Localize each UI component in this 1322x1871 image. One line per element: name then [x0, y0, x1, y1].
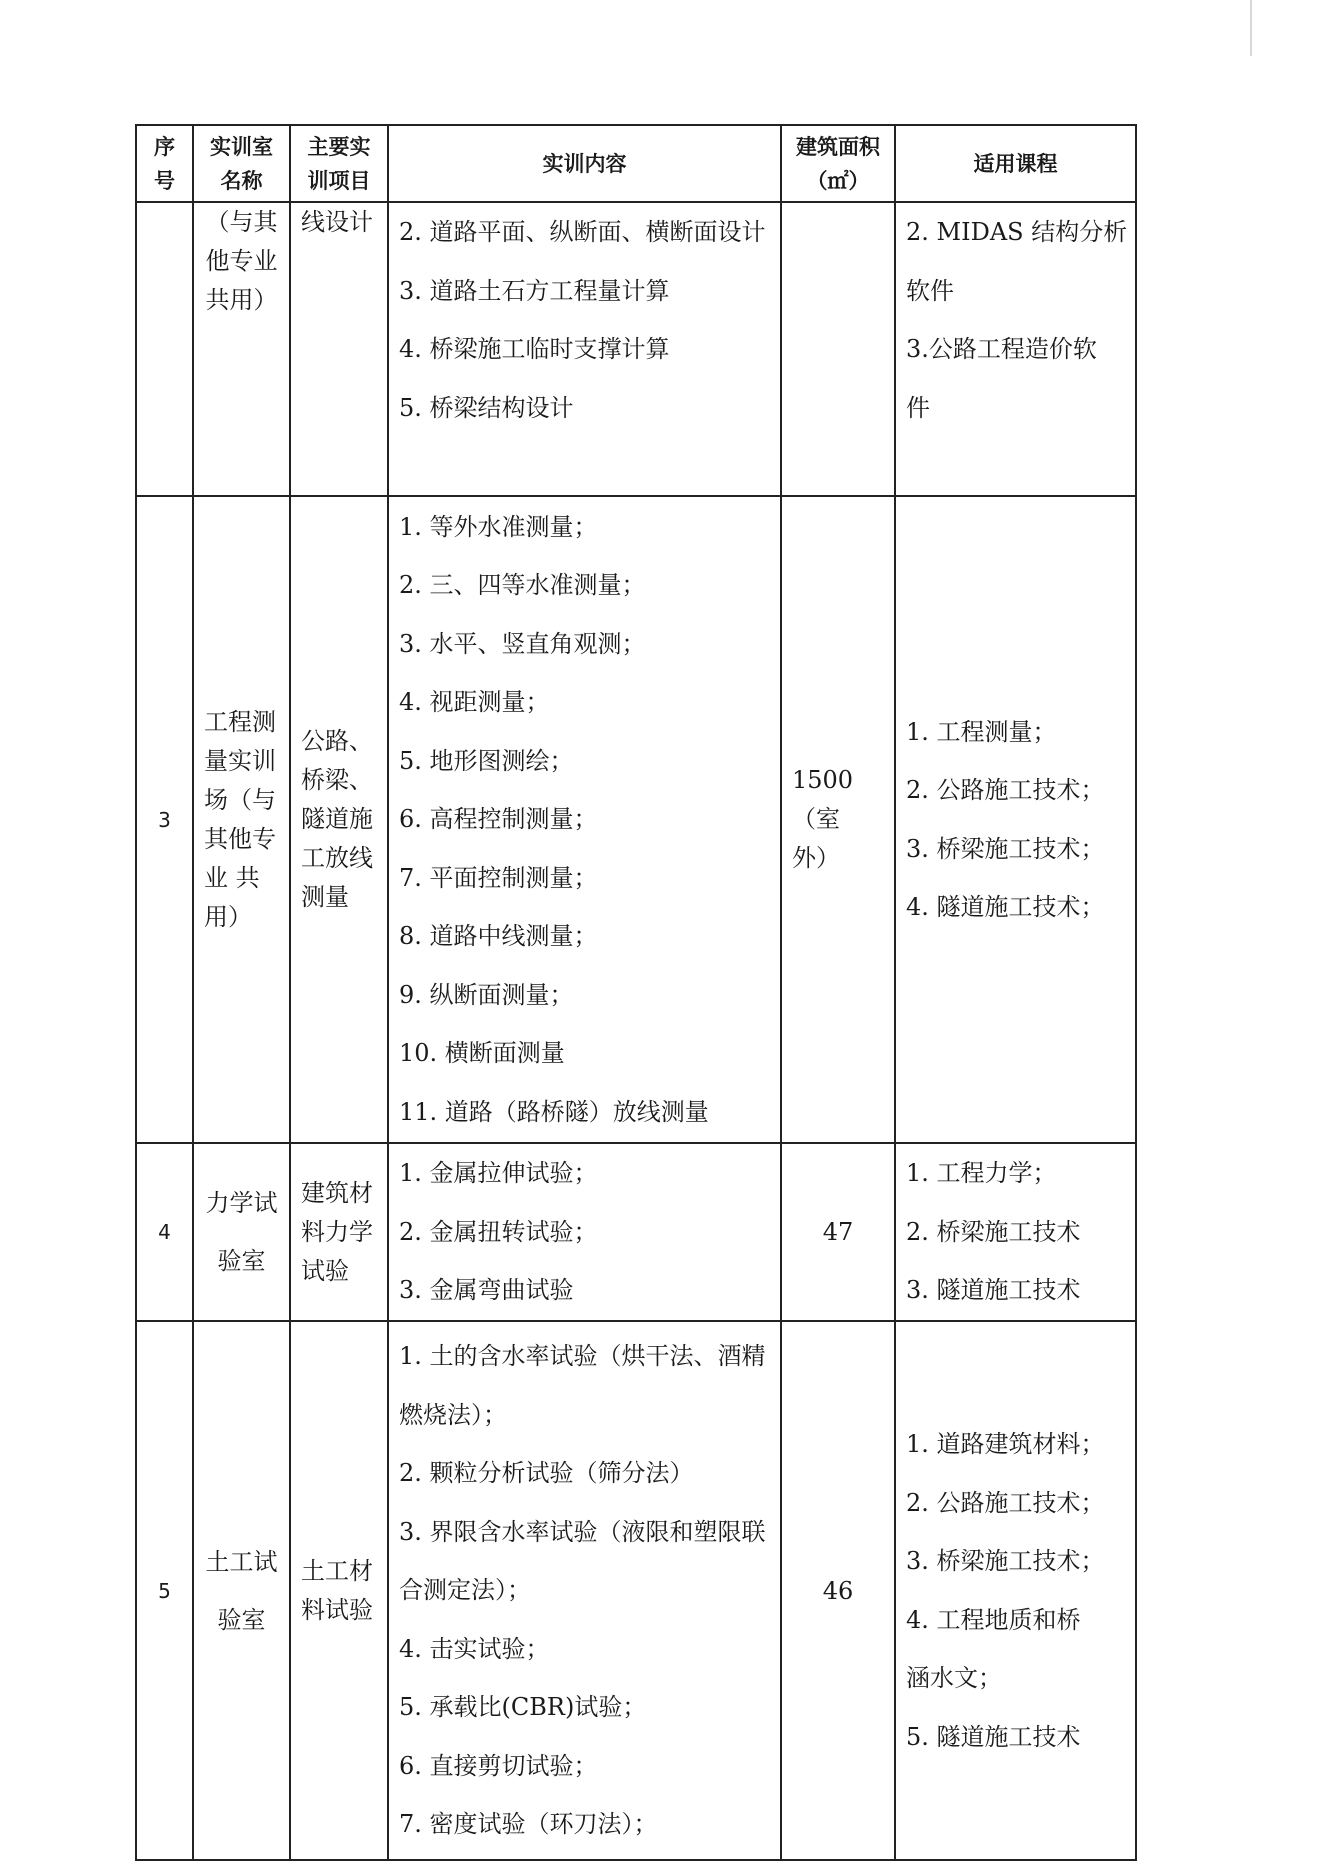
list-item: 4. 击实试验； — [399, 1634, 550, 1663]
row-room-name: 土工试 验室 — [193, 1321, 290, 1860]
training-room-table — [135, 124, 1137, 1861]
list-item: 1. 金属拉伸试验； — [399, 1159, 598, 1188]
row-seq — [136, 202, 193, 496]
row-area: 47 — [781, 1143, 895, 1321]
row-courses — [895, 1143, 1136, 1321]
list-item: 3. 桥梁施工技术； — [906, 834, 1105, 863]
list-item: 1. 道路建筑材料； — [906, 1430, 1105, 1458]
row-content — [388, 496, 781, 1143]
list-item: 合测定法）； — [399, 1576, 531, 1605]
row-content — [388, 202, 781, 496]
list-item: 2. 公路施工技术； — [906, 1488, 1105, 1517]
row-project: 建筑材 料力学 试验 — [290, 1143, 388, 1321]
row-courses — [895, 1321, 1136, 1860]
row-area: 1500（室 外） — [781, 496, 895, 1143]
scan-edge-line — [1250, 0, 1252, 56]
row-project: 公路、 桥梁、 隧道施 工放线 测量 — [290, 496, 388, 1143]
row-room-name: 力学试 验室 — [193, 1143, 290, 1321]
list-item: 2. 三、四等水准测量； — [399, 571, 646, 600]
header-courses: 适用课程 — [895, 125, 1136, 202]
list-item: 2. MIDAS 结构分析 — [906, 218, 1128, 246]
header-project: 主要实 训项目 — [290, 125, 388, 202]
table-row — [136, 496, 1136, 1143]
row-content — [388, 1143, 781, 1321]
list-item: 件 — [906, 393, 930, 422]
row-area — [781, 202, 895, 496]
list-item: 5. 地形图测绘； — [399, 746, 574, 775]
row-room-name: 工程测 量实训 场（与 其他专 业 共 用） — [193, 496, 290, 1143]
row-area: 46 — [781, 1321, 895, 1860]
list-item: 1. 工程力学； — [906, 1159, 1057, 1188]
row-project: 线设计 — [290, 202, 388, 496]
list-item: 2. 公路施工技术； — [906, 776, 1105, 804]
list-item: 2. 桥梁施工技术 — [906, 1217, 1081, 1246]
list-item: 3. 水平、竖直角观测； — [399, 629, 646, 658]
header-content: 实训内容 — [388, 125, 781, 202]
row-project: 土工材 料试验 — [290, 1321, 388, 1860]
list-item: 1. 土的含水率试验（烘干法、酒精 — [399, 1342, 766, 1371]
list-item: 3. 界限含水率试验（液限和塑限联 — [399, 1517, 766, 1546]
list-item: 5. 桥梁结构设计 — [399, 393, 574, 422]
list-item: 3. 金属弯曲试验 — [399, 1276, 574, 1305]
list-item: 10. 横断面测量 — [399, 1039, 565, 1068]
header-room-name: 实训室 名称 — [193, 125, 290, 202]
list-item: 6. 高程控制测量； — [399, 805, 598, 834]
list-item: 2. 颗粒分析试验（筛分法） — [399, 1459, 694, 1488]
list-item: 3.公路工程造价软 — [906, 335, 1097, 363]
list-item: 5. 隧道施工技术 — [906, 1722, 1081, 1751]
list-item: 2. 金属扭转试验； — [399, 1217, 598, 1246]
list-item: 4. 隧道施工技术； — [906, 893, 1105, 921]
row-seq: 4 — [136, 1143, 193, 1321]
row-courses — [895, 496, 1136, 1143]
header-area: 建筑面积 （㎡） — [781, 125, 895, 202]
row-room-name: （与其 他专业 共用） — [193, 202, 290, 496]
list-item: 4. 桥梁施工临时支撑计算 — [399, 335, 670, 363]
list-item: 软件 — [906, 276, 954, 305]
table-row — [136, 1321, 1136, 1860]
list-item: 3. 桥梁施工技术； — [906, 1547, 1105, 1575]
list-item: 4. 视距测量； — [399, 688, 550, 717]
table-header-row — [136, 125, 1136, 202]
list-item: 3. 隧道施工技术 — [906, 1276, 1081, 1305]
table-row — [136, 202, 1136, 496]
row-courses — [895, 202, 1136, 496]
table-row — [136, 1143, 1136, 1321]
list-item: 11. 道路（路桥隧）放线测量 — [399, 1097, 709, 1126]
list-item: 7. 平面控制测量； — [399, 863, 598, 892]
header-seq: 序 号 — [136, 125, 193, 202]
list-item: 6. 直接剪切试验； — [399, 1751, 598, 1780]
list-item: 1. 工程测量； — [906, 717, 1057, 746]
row-content — [388, 1321, 781, 1860]
list-item: 5. 承载比(CBR)试验； — [399, 1693, 647, 1722]
list-item: 3. 道路土石方工程量计算 — [399, 276, 670, 305]
list-item: 7. 密度试验（环刀法）； — [399, 1810, 658, 1839]
list-item: 涵水文； — [906, 1664, 1002, 1692]
list-item: 燃烧法）； — [399, 1400, 507, 1429]
row-seq: 5 — [136, 1321, 193, 1860]
list-item: 1. 等外水准测量； — [399, 512, 598, 541]
list-item: 8. 道路中线测量； — [399, 922, 598, 951]
list-item: 2. 道路平面、纵断面、横断面设计 — [399, 218, 766, 246]
row-seq: 3 — [136, 496, 193, 1143]
list-item: 4. 工程地质和桥 — [906, 1605, 1081, 1634]
list-item: 9. 纵断面测量； — [399, 980, 574, 1009]
